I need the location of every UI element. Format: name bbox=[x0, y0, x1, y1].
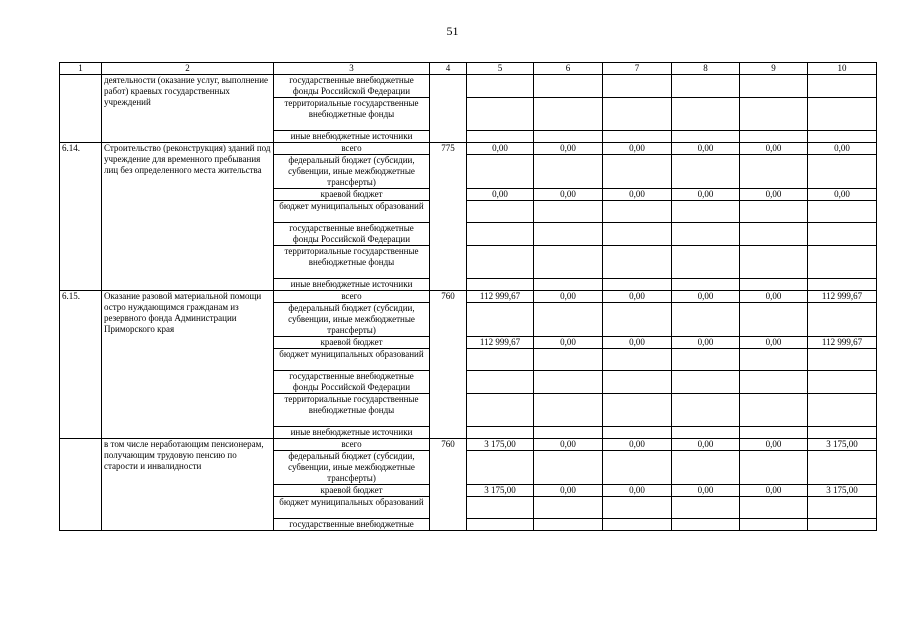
value-cell bbox=[808, 451, 877, 485]
item-number bbox=[60, 75, 102, 143]
value-cell bbox=[808, 155, 877, 189]
value-cell bbox=[672, 427, 740, 439]
value-cell bbox=[740, 497, 808, 519]
item-number bbox=[60, 439, 102, 531]
table-row bbox=[60, 439, 877, 451]
funding-source: федеральный бюджет (субсидии, субвенции, иные межбюджетные трансферты) bbox=[274, 303, 430, 337]
value-cell bbox=[740, 349, 808, 371]
value-cell bbox=[740, 155, 808, 189]
column-header: 4 bbox=[430, 63, 467, 75]
column-header: 2 bbox=[102, 63, 274, 75]
value-cell bbox=[534, 427, 603, 439]
funding-source: иные внебюджетные источники bbox=[274, 131, 430, 143]
item-code bbox=[430, 75, 467, 143]
value-cell bbox=[467, 497, 534, 519]
value-cell: 0,00 bbox=[672, 143, 740, 155]
value-cell bbox=[467, 279, 534, 291]
table-row bbox=[60, 291, 877, 303]
value-cell bbox=[467, 519, 534, 531]
value-cell bbox=[467, 155, 534, 189]
value-cell: 0,00 bbox=[672, 439, 740, 451]
value-cell bbox=[672, 75, 740, 98]
column-header: 6 bbox=[534, 63, 603, 75]
value-cell: 3 175,00 bbox=[808, 439, 877, 451]
table-row bbox=[60, 75, 877, 98]
value-cell bbox=[603, 497, 672, 519]
value-cell bbox=[534, 246, 603, 279]
value-cell bbox=[467, 131, 534, 143]
funding-source: краевой бюджет bbox=[274, 189, 430, 201]
funding-source: территориальные государственные внебюджетные фонды bbox=[274, 246, 430, 279]
value-cell bbox=[467, 371, 534, 394]
value-cell: 0,00 bbox=[534, 291, 603, 303]
value-cell bbox=[672, 497, 740, 519]
value-cell bbox=[808, 223, 877, 246]
value-cell bbox=[808, 201, 877, 223]
value-cell bbox=[808, 427, 877, 439]
funding-source: иные внебюджетные источники bbox=[274, 279, 430, 291]
value-cell bbox=[534, 201, 603, 223]
funding-source: территориальные государственные внебюджетные фонды bbox=[274, 98, 430, 131]
value-cell bbox=[467, 303, 534, 337]
funding-source: федеральный бюджет (субсидии, субвенции, иные межбюджетные трансферты) bbox=[274, 451, 430, 485]
value-cell bbox=[808, 371, 877, 394]
value-cell bbox=[672, 131, 740, 143]
value-cell bbox=[534, 131, 603, 143]
table-row bbox=[60, 143, 877, 155]
value-cell bbox=[672, 98, 740, 131]
value-cell bbox=[603, 427, 672, 439]
value-cell: 3 175,00 bbox=[467, 439, 534, 451]
value-cell: 112 999,67 bbox=[808, 291, 877, 303]
value-cell: 0,00 bbox=[672, 291, 740, 303]
item-name: Оказание разовой материальной помощи остро нуждающимся гражданам из резервного фонда Администрации Приморского края bbox=[102, 291, 274, 439]
page-number: 51 bbox=[446, 24, 459, 38]
value-cell bbox=[672, 349, 740, 371]
value-cell bbox=[467, 98, 534, 131]
funding-source: государственные внебюджетные фонды Российской Федерации bbox=[274, 223, 430, 246]
value-cell bbox=[603, 223, 672, 246]
item-code: 760 bbox=[430, 439, 467, 531]
value-cell bbox=[808, 131, 877, 143]
value-cell bbox=[740, 223, 808, 246]
funding-source: всего bbox=[274, 439, 430, 451]
value-cell: 0,00 bbox=[534, 143, 603, 155]
item-name: в том числе неработающим пенсионерам, получающим трудовую пенсию по старости и инвалидности bbox=[102, 439, 274, 531]
value-cell bbox=[534, 497, 603, 519]
value-cell bbox=[534, 279, 603, 291]
value-cell bbox=[467, 349, 534, 371]
value-cell bbox=[603, 371, 672, 394]
value-cell bbox=[672, 246, 740, 279]
funding-source: краевой бюджет bbox=[274, 485, 430, 497]
funding-source: бюджет муниципальных образований bbox=[274, 349, 430, 371]
value-cell bbox=[603, 131, 672, 143]
column-header: 7 bbox=[603, 63, 672, 75]
value-cell bbox=[740, 98, 808, 131]
value-cell bbox=[740, 303, 808, 337]
value-cell bbox=[808, 349, 877, 371]
column-header: 10 bbox=[808, 63, 877, 75]
funding-source: государственные внебюджетные фонды Российской Федерации bbox=[274, 75, 430, 98]
value-cell bbox=[534, 75, 603, 98]
funding-source: всего bbox=[274, 143, 430, 155]
value-cell bbox=[740, 131, 808, 143]
value-cell bbox=[740, 246, 808, 279]
column-header: 5 bbox=[467, 63, 534, 75]
value-cell bbox=[534, 303, 603, 337]
value-cell bbox=[740, 394, 808, 427]
value-cell: 0,00 bbox=[740, 143, 808, 155]
value-cell bbox=[808, 98, 877, 131]
header-row bbox=[60, 63, 877, 75]
value-cell: 0,00 bbox=[603, 189, 672, 201]
value-cell bbox=[534, 519, 603, 531]
value-cell bbox=[534, 394, 603, 427]
value-cell: 0,00 bbox=[603, 337, 672, 349]
value-cell bbox=[808, 303, 877, 337]
value-cell: 0,00 bbox=[534, 439, 603, 451]
value-cell: 0,00 bbox=[672, 337, 740, 349]
value-cell bbox=[603, 279, 672, 291]
value-cell: 0,00 bbox=[534, 337, 603, 349]
funding-source: территориальные государственные внебюджетные фонды bbox=[274, 394, 430, 427]
value-cell bbox=[467, 451, 534, 485]
value-cell: 3 175,00 bbox=[808, 485, 877, 497]
value-cell: 0,00 bbox=[467, 189, 534, 201]
value-cell bbox=[467, 246, 534, 279]
value-cell bbox=[672, 155, 740, 189]
value-cell bbox=[467, 201, 534, 223]
funding-source: государственные внебюджетные bbox=[274, 519, 430, 531]
funding-source: краевой бюджет bbox=[274, 337, 430, 349]
value-cell: 0,00 bbox=[603, 485, 672, 497]
value-cell bbox=[603, 303, 672, 337]
value-cell bbox=[740, 451, 808, 485]
value-cell: 0,00 bbox=[603, 143, 672, 155]
item-name: Строительство (реконструкция) зданий под учреждение для временного пребывания лиц без определенного места жительства bbox=[102, 143, 274, 291]
value-cell bbox=[740, 279, 808, 291]
value-cell: 0,00 bbox=[467, 143, 534, 155]
funding-source: всего bbox=[274, 291, 430, 303]
column-header: 9 bbox=[740, 63, 808, 75]
value-cell bbox=[603, 451, 672, 485]
value-cell bbox=[808, 497, 877, 519]
value-cell bbox=[603, 155, 672, 189]
value-cell: 0,00 bbox=[740, 337, 808, 349]
value-cell bbox=[672, 201, 740, 223]
value-cell bbox=[672, 451, 740, 485]
column-header: 3 bbox=[274, 63, 430, 75]
value-cell bbox=[534, 349, 603, 371]
value-cell bbox=[672, 394, 740, 427]
column-header: 8 bbox=[672, 63, 740, 75]
value-cell bbox=[603, 394, 672, 427]
value-cell bbox=[603, 349, 672, 371]
value-cell bbox=[672, 303, 740, 337]
value-cell bbox=[740, 75, 808, 98]
value-cell bbox=[808, 394, 877, 427]
value-cell bbox=[740, 201, 808, 223]
value-cell bbox=[672, 279, 740, 291]
item-number: 6.15. bbox=[60, 291, 102, 439]
value-cell bbox=[534, 371, 603, 394]
value-cell: 112 999,67 bbox=[808, 337, 877, 349]
value-cell: 112 999,67 bbox=[467, 337, 534, 349]
value-cell bbox=[467, 394, 534, 427]
item-code: 760 bbox=[430, 291, 467, 439]
value-cell bbox=[672, 519, 740, 531]
value-cell bbox=[603, 98, 672, 131]
value-cell bbox=[534, 98, 603, 131]
value-cell: 0,00 bbox=[603, 291, 672, 303]
budget-table bbox=[59, 62, 877, 531]
value-cell bbox=[603, 519, 672, 531]
value-cell: 0,00 bbox=[603, 439, 672, 451]
item-code: 775 bbox=[430, 143, 467, 291]
item-number: 6.14. bbox=[60, 143, 102, 291]
value-cell bbox=[740, 519, 808, 531]
value-cell: 112 999,67 bbox=[467, 291, 534, 303]
value-cell bbox=[808, 279, 877, 291]
value-cell bbox=[603, 201, 672, 223]
value-cell: 3 175,00 bbox=[467, 485, 534, 497]
value-cell bbox=[740, 371, 808, 394]
value-cell: 0,00 bbox=[672, 189, 740, 201]
value-cell bbox=[808, 75, 877, 98]
value-cell: 0,00 bbox=[534, 485, 603, 497]
value-cell: 0,00 bbox=[740, 485, 808, 497]
value-cell bbox=[467, 223, 534, 246]
value-cell: 0,00 bbox=[808, 189, 877, 201]
funding-source: иные внебюджетные источники bbox=[274, 427, 430, 439]
value-cell bbox=[672, 223, 740, 246]
funding-source: бюджет муниципальных образований bbox=[274, 497, 430, 519]
value-cell bbox=[740, 427, 808, 439]
value-cell bbox=[534, 223, 603, 246]
value-cell bbox=[808, 246, 877, 279]
value-cell bbox=[672, 371, 740, 394]
value-cell: 0,00 bbox=[672, 485, 740, 497]
value-cell: 0,00 bbox=[808, 143, 877, 155]
value-cell bbox=[467, 75, 534, 98]
column-header: 1 bbox=[60, 63, 102, 75]
funding-source: государственные внебюджетные фонды Российской Федерации bbox=[274, 371, 430, 394]
value-cell: 0,00 bbox=[740, 291, 808, 303]
value-cell bbox=[808, 519, 877, 531]
value-cell: 0,00 bbox=[534, 189, 603, 201]
value-cell bbox=[603, 246, 672, 279]
funding-source: федеральный бюджет (субсидии, субвенции, иные межбюджетные трансферты) bbox=[274, 155, 430, 189]
value-cell bbox=[603, 75, 672, 98]
value-cell: 0,00 bbox=[740, 189, 808, 201]
value-cell bbox=[467, 427, 534, 439]
funding-source: бюджет муниципальных образований bbox=[274, 201, 430, 223]
value-cell: 0,00 bbox=[740, 439, 808, 451]
item-name: деятельности (оказание услуг, выполнение работ) краевых государственных учреждений bbox=[102, 75, 274, 143]
value-cell bbox=[534, 155, 603, 189]
value-cell bbox=[534, 451, 603, 485]
